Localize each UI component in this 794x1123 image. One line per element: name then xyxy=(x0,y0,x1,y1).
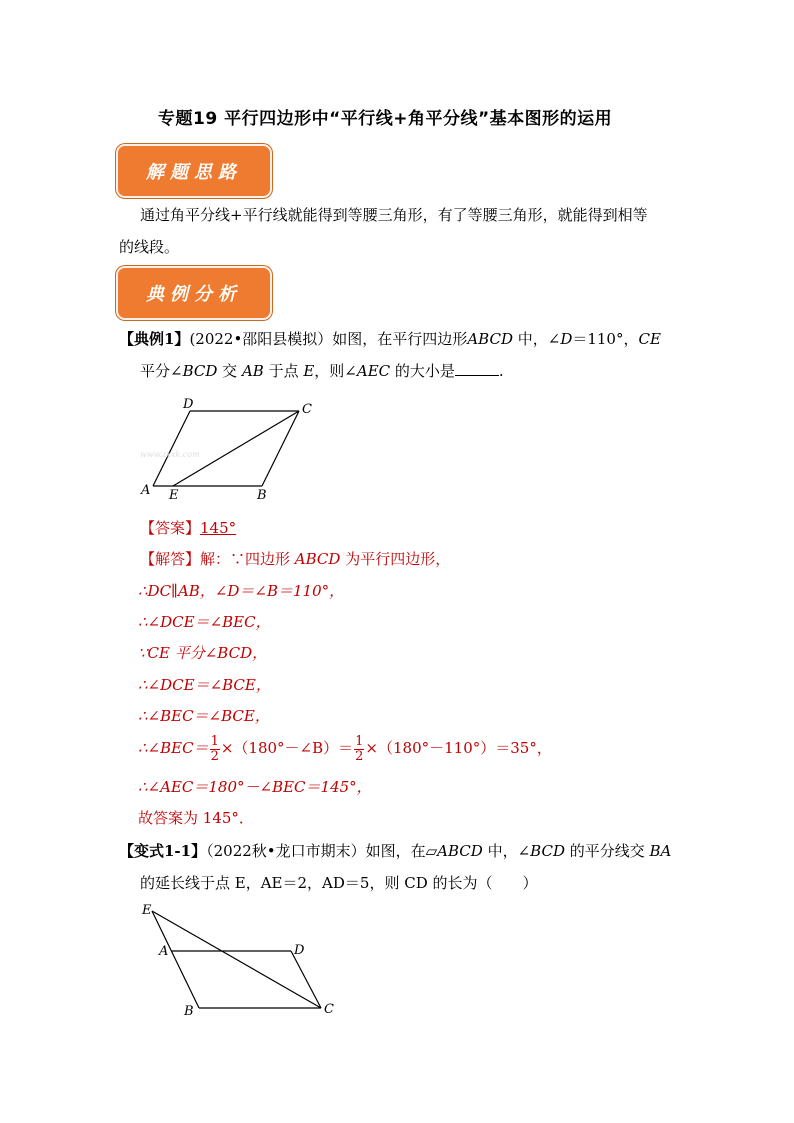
solution-tag: 【解答】 xyxy=(140,550,201,568)
label-e: E xyxy=(142,903,152,918)
solution-line6 xyxy=(138,733,552,764)
solution-line3: ∵CE 平分∠BCD， xyxy=(138,644,268,662)
variant1-line1 xyxy=(119,836,671,866)
text-frag: . xyxy=(498,362,504,380)
text-frag: ×（180°－∠B）＝ xyxy=(220,739,354,757)
text-frag: 中，∠ xyxy=(512,330,561,348)
example1-figure xyxy=(135,395,315,505)
text-frag: ＝110°， xyxy=(572,330,639,348)
text-frag: ，则∠ xyxy=(314,362,357,380)
text-frag: 的平分线交 xyxy=(564,842,650,860)
text-frag: 为平行四边形， xyxy=(340,550,451,568)
solution-line4: ∴∠DCE＝∠BCE， xyxy=(138,676,271,694)
math-aec: AEC xyxy=(356,362,391,380)
solution-intro xyxy=(140,544,450,574)
label-a: A xyxy=(141,483,151,498)
frac-num: 1 xyxy=(355,733,364,749)
answer-line xyxy=(140,513,236,543)
math-d: D xyxy=(560,330,573,348)
solution-line7: ∴∠AEC＝180°－∠BEC＝145°， xyxy=(138,778,372,796)
math-ab: AB xyxy=(241,362,264,380)
watermark: www.zxxk.com xyxy=(140,450,200,459)
segment-ad xyxy=(153,411,190,486)
segment-eb xyxy=(152,911,199,1008)
example1-question-line2 xyxy=(140,356,504,386)
solution-line5: ∴∠BEC＝∠BCE， xyxy=(138,707,270,725)
example1-source: (2022•邵阳县模拟）如图，在平行四边形 xyxy=(189,330,468,348)
text-frag: 解：∵四边形 xyxy=(200,550,295,568)
approach-text-line1: 通过角平分线+平行线就能得到等腰三角形，有了等腰三角形，就能得到相等 xyxy=(140,206,648,224)
answer-blank xyxy=(455,361,499,376)
variant1-tag: 【变式1-1】 xyxy=(119,842,207,860)
banner-examples xyxy=(116,266,272,320)
label-c: C xyxy=(302,402,312,417)
label-a: A xyxy=(159,944,169,959)
text-frag: 平分∠ xyxy=(140,362,183,380)
text-frag: （2022秋•龙口市期末）如图，在 xyxy=(206,842,426,860)
label-b: B xyxy=(257,488,267,503)
math-ce: CE xyxy=(638,330,661,348)
frac-den: 2 xyxy=(355,748,364,764)
solution-line1: ∴DC∥AB，∠D＝∠B＝110°， xyxy=(138,582,345,600)
solution-line2: ∴∠DCE＝∠BEC， xyxy=(138,613,271,631)
banner-approach-label: 解题思路 xyxy=(146,162,242,183)
label-d: D xyxy=(183,397,194,412)
math-bcd: BCD xyxy=(182,362,218,380)
label-e: E xyxy=(169,488,179,503)
text-frag: ∴∠BEC＝ xyxy=(138,739,209,757)
page-title: 专题19 平行四边形中“平行线+角平分线”基本图形的运用 xyxy=(158,109,613,129)
text-frag: 的大小是 xyxy=(390,362,455,380)
approach-text-line2: 的线段。 xyxy=(119,238,180,256)
example1-question-line1 xyxy=(119,324,661,354)
math-abcd: ABCD xyxy=(467,330,513,348)
frac-num: 1 xyxy=(210,733,219,749)
frac-den: 2 xyxy=(210,748,219,764)
example1-tag: 【典例1】 xyxy=(119,330,190,348)
variant1-line2: 的延长线于点 E，AE＝2，AD＝5，则 CD 的长为（ ） xyxy=(140,874,538,892)
label-d: D xyxy=(294,943,305,958)
math-ba: BA xyxy=(649,842,672,860)
fraction-half-2 xyxy=(354,735,364,764)
answer-value: 145° xyxy=(200,519,237,537)
solution-line8: 故答案为 145°． xyxy=(138,809,254,827)
math-abcd: ABCD xyxy=(294,550,341,568)
text-frag: 于点 xyxy=(263,362,304,380)
variant1-figure xyxy=(135,898,350,1023)
math-abcd: ▱ABCD xyxy=(425,842,483,860)
fraction-half xyxy=(210,735,220,764)
label-c: C xyxy=(324,1002,334,1017)
text-frag: ×（180°－110°）＝35°， xyxy=(365,739,552,757)
text-frag: 交 xyxy=(217,362,242,380)
math-e: E xyxy=(303,362,315,380)
banner-examples-label: 典例分析 xyxy=(146,284,242,305)
label-b: B xyxy=(184,1004,194,1019)
banner-approach xyxy=(116,144,272,198)
answer-tag: 【答案】 xyxy=(140,519,201,537)
text-frag: 中，∠ xyxy=(482,842,531,860)
math-bcd: BCD xyxy=(530,842,565,860)
